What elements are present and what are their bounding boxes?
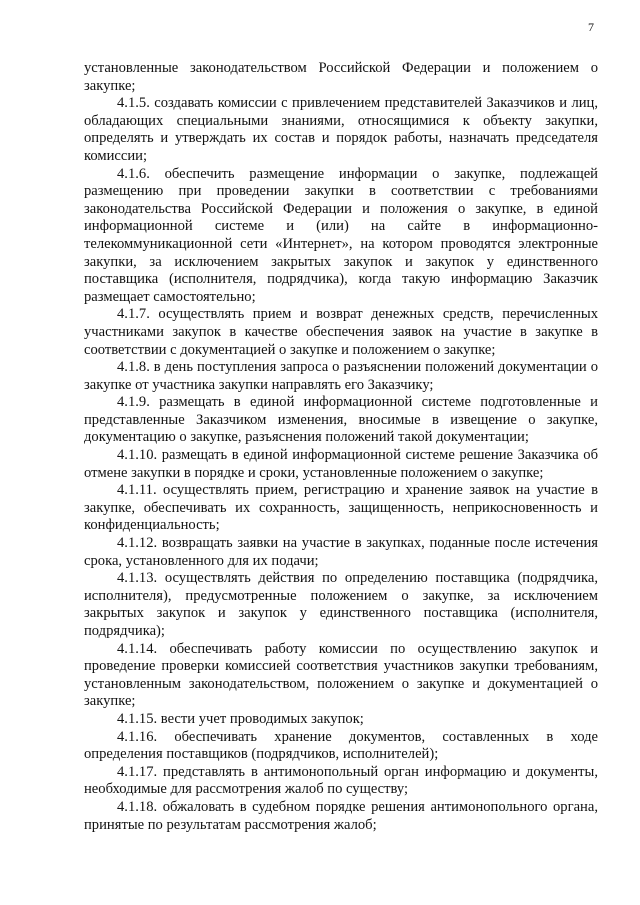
document-body — [84, 60, 598, 834]
paragraph-4-1-14: 4.1.14. обеспечивать работу комиссии по осуществлению закупок и проведение проверки комиссией соответствия участников закупки требованиям, установленным законодательством, положением о закупке и документацией о закупке; — [84, 640, 598, 710]
paragraph-4-1-16: 4.1.16. обеспечивать хранение документов, составленных в ходе определения поставщиков (подрядчиков, исполнителей); — [84, 728, 598, 763]
paragraph-4-1-13: 4.1.13. осуществлять действия по определению поставщика (подрядчика, исполнителя), предусмотренные положением о закупке, за исключением закрытых закупок и закупок у единственного поставщика (исполнителя, подрядчика); — [84, 570, 598, 639]
paragraph-4-1-9: 4.1.9. размещать в единой информационной системе подготовленные и представленные Заказчиком изменения, вносимые в извещение о закупке, документацию о закупке, разъяснения положений такой документации; — [84, 394, 598, 446]
paragraph-4-1-8: 4.1.8. в день поступления запроса о разъяснении положений документации о закупке от участника закупки направлять его Заказчику; — [84, 359, 598, 393]
paragraph-4-1-6: 4.1.6. обеспечить размещение информации о закупке, подлежащей размещению при проведении закупки в соответствии с требованиями законодательства Российской Федерации и положения о закупке, в единой информационной системе и (или) на сайте в информационно-телекоммуникационной сети «Интернет», на котором проводятся электронные закупки, за исключением закрытых закупок и закупок у единственного поставщика (исполнителя, подрядчика), когда такую информацию Заказчик размещает самостоятельно; — [84, 165, 598, 305]
paragraph-4-1-10: 4.1.10. размещать в единой информационной системе решение Заказчика об отмене закупки в порядке и сроки, установленные положением о закупке; — [84, 447, 598, 481]
paragraph-4-1-18: 4.1.18. обжаловать в судебном порядке решения антимонопольного органа, принятые по результатам рассмотрения жалоб; — [84, 798, 598, 833]
paragraph-4-1-15: 4.1.15. вести учет проводимых закупок; — [117, 710, 364, 727]
page-number: 7 — [588, 20, 594, 34]
paragraph-4-1-17: 4.1.17. представлять в антимонопольный орган информацию и документы, необходимые для рассмотрения жалоб по существу; — [84, 763, 598, 798]
paragraph-4-1-7: 4.1.7. осуществлять прием и возврат денежных средств, перечисленных участниками закупок в качестве обеспечения заявок на участие в закупке в соответствии с документацией о закупке и положением о закупке; — [84, 306, 598, 358]
paragraph-4-1-5: 4.1.5. создавать комиссии с привлечением представителей Заказчиков и лиц, обладающих специальными знаниями, относящимися к объекту закупки, определять и утверждать их состав и порядок работы, назначать председателя комиссии; — [84, 95, 598, 164]
paragraph-continuation: установленные законодательством Российской Федерации и положением о закупке; — [84, 60, 598, 94]
paragraph-4-1-11: 4.1.11. осуществлять прием, регистрацию и хранение заявок на участие в закупке, обеспечивать их сохранность, защищенность, неприкосновенность и конфиденциальность; — [84, 482, 598, 534]
paragraph-4-1-12: 4.1.12. возвращать заявки на участие в закупках, поданные после истечения срока, установленного для их подачи; — [84, 535, 598, 569]
